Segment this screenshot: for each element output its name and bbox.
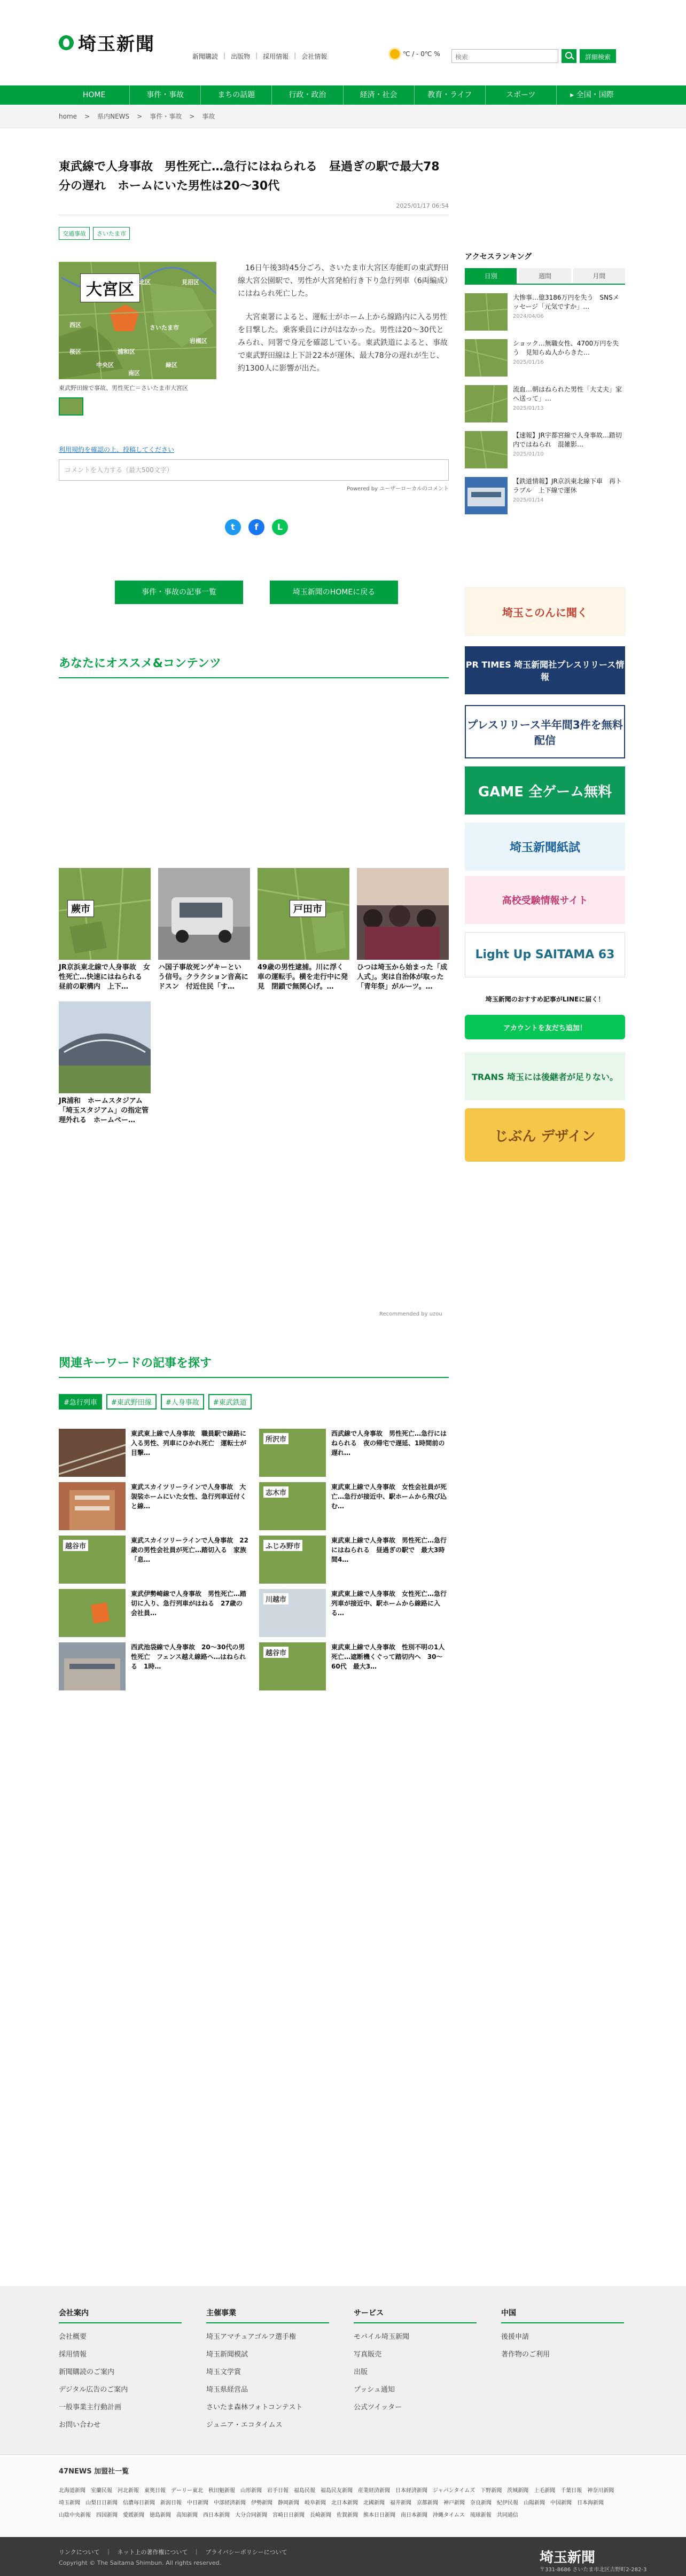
recommend-section [59, 654, 449, 678]
footer-47news-item[interactable]: 産業経済新聞 [358, 2488, 390, 2494]
keyword-map-label: 川越市 [263, 1593, 289, 1604]
keyword-article-image [259, 1536, 326, 1584]
footer-47news-item[interactable]: 秋田魁新報 [208, 2488, 235, 2494]
footer-47news-item[interactable]: 北海道新聞 [59, 2488, 85, 2494]
footer-47news-item[interactable]: 信濃毎日新聞 [123, 2500, 155, 2506]
facebook-icon[interactable]: f [248, 519, 264, 535]
footer-link[interactable]: プッシュ通知 [354, 2386, 395, 2394]
map-place: 中央区 [96, 362, 114, 369]
nav-education[interactable]: 教育・ライフ [415, 85, 486, 105]
line-icon[interactable]: L [272, 519, 288, 535]
keyword-article-title: 西武線で人身事故 男性死亡…急行にはねられる 夜の帰宅で遅延、1時間前の遅れ… [331, 1430, 447, 1457]
footer-link[interactable]: 採用情報 [59, 2351, 87, 2359]
keyword-article-title: 東武伊勢崎線で人身事故 男性死亡…踏切に入り、急行列車がはねる 27歳の会社員… [131, 1590, 247, 1617]
footer-link[interactable]: 出版 [354, 2368, 368, 2376]
footer-link[interactable]: 新聞購読のご案内 [59, 2368, 115, 2376]
footer-47news-item[interactable]: 紀伊民報 [497, 2500, 518, 2506]
ranking-title-text: 【速報】JR宇都宮線で人身事故…踏切内ではねられ 混雑影… [513, 432, 622, 448]
recommend-card[interactable] [357, 868, 449, 992]
car-photo [158, 868, 250, 960]
footer-47news-item[interactable]: 高知新聞 [176, 2512, 198, 2518]
footer-link[interactable]: 公式ツイッター [354, 2403, 402, 2411]
comment-input[interactable]: コメントを入力する（最大500文字） [59, 459, 449, 481]
article-body [238, 262, 449, 386]
breadcrumb-sep: > [84, 113, 90, 120]
map-place: 南区 [128, 370, 140, 377]
keyword-article[interactable] [259, 1536, 449, 1584]
nav-home[interactable]: HOME [59, 85, 130, 105]
card-caption: ひつは埼玉から始まった「成人式」。実は自治体が取った「青年祭」がルーツ。… [357, 964, 448, 991]
breadcrumb-home[interactable]: home [59, 113, 77, 120]
keyword-article-title: 東武東上線で人身事故 職員駅で線路に入る男性、列車にひかれ死亡 運転士が目撃… [131, 1430, 247, 1457]
footer-47news-item[interactable]: 山梨日日新聞 [85, 2500, 118, 2506]
footer-47news-item[interactable]: 山陰中央新報 [59, 2512, 91, 2518]
map-place: さいたま市 [150, 324, 179, 331]
footer-47news-item[interactable]: 下野新聞 [480, 2488, 502, 2494]
footer-47news-item[interactable]: デーリー東北 [171, 2488, 203, 2494]
footer-47news-item[interactable]: 福島民友新聞 [321, 2488, 353, 2494]
keyword-article-title: 東武東上線で人身事故 男性死亡…急行にはねられる 昼過ぎの駅で 最大3時間4… [331, 1537, 447, 1563]
footer-47news-item[interactable]: 長崎新聞 [310, 2512, 331, 2518]
weather-temp: ℃ / - 0℃ % [403, 50, 440, 58]
footer-47news-item[interactable]: 山形新聞 [240, 2488, 262, 2494]
footer-legal-links[interactable]: リンクについて ｜ ネット上の著作権について ｜ プライバシーポリシーについて [59, 2549, 287, 2556]
logo-mark-icon [59, 35, 74, 50]
stadium-photo [59, 1001, 151, 1093]
banner-press-release[interactable]: プレスリリース半年間3件を無料配信 [465, 705, 625, 758]
recommend-title: あなたにオススメ&コンテンツ [59, 654, 449, 678]
footer-link[interactable]: モバイル埼玉新聞 [354, 2333, 410, 2341]
keyword-article-image [59, 1482, 126, 1530]
footer-47news-item[interactable]: 中部経済新聞 [214, 2500, 246, 2506]
keyword-article-title: 東武東上線で人身事故 女性会社員が死亡…急行が接近中、駅ホームから飛び込む… [331, 1483, 447, 1510]
footer-47news-item[interactable]: 岩手日報 [267, 2488, 289, 2494]
keyword-article-title: 東武スカイツリーラインで人身事故 22歳の男性会社員が死亡…踏切入る 家族「息… [131, 1537, 248, 1563]
keyword-article-image [259, 1482, 326, 1530]
keyword-map-label: 越谷市 [263, 1647, 289, 1658]
keyword-tag[interactable]: #急行列車 [59, 1394, 102, 1410]
footer-47news-item[interactable]: 河北新報 [118, 2488, 139, 2494]
keyword-article[interactable] [59, 1536, 248, 1584]
tab-monthly[interactable]: 月間 [573, 268, 625, 284]
footer-link[interactable]: 著作物のご利用 [501, 2351, 550, 2359]
ranking-date: 2024/04/06 [513, 314, 544, 319]
footer-link[interactable]: 会社概要 [59, 2333, 87, 2341]
keyword-article-image [59, 1642, 126, 1690]
search-button[interactable] [562, 49, 576, 63]
ranking-title-text: 流血…朝はねられた男性「大丈夫」家へ送って」… [513, 386, 622, 402]
line-add-friend-button[interactable]: アカウントを友だち追加！ [465, 1015, 625, 1039]
card-caption: JR京浜東北線で人身事故 女性死亡…快速にはねられる 昼前の駅構内 上下… [59, 964, 150, 991]
keyword-article-image [259, 1589, 326, 1637]
keyword-tags [59, 1394, 252, 1410]
top-link-company[interactable]: 会社情報 [301, 53, 328, 60]
tag-traffic-accident[interactable]: 交通事故 [59, 227, 90, 240]
map-place: 浦和区 [118, 348, 135, 355]
recommend-card[interactable] [258, 868, 349, 992]
keyword-tag[interactable]: #東武野田線 [106, 1394, 157, 1410]
footer-47news-item[interactable]: 室蘭民報 [91, 2488, 112, 2494]
ranking-image [465, 385, 508, 422]
footer-47news-item[interactable]: 中日新聞 [187, 2500, 208, 2506]
footer-col-title: 主催事業 [206, 2307, 329, 2323]
top-link-publications[interactable]: 出版物 [231, 53, 251, 60]
nav-national[interactable] [557, 85, 627, 105]
top-link-recruit[interactable]: 採用情報 [263, 53, 289, 60]
banner-game[interactable]: GAME 全ゲーム無料 [465, 766, 625, 815]
footer-47news-item[interactable]: 佐賀新聞 [337, 2512, 358, 2518]
footer-link[interactable]: さいたま森林フォトコンテスト [206, 2403, 303, 2411]
article-map-image[interactable] [59, 262, 216, 379]
footer-47news-item[interactable]: 伊勢新聞 [251, 2500, 272, 2506]
rank-map [465, 339, 508, 377]
card-caption: ハ国子事故死ンゲキーとい う信号。クラクション音高にドスン 付近住民「す… [158, 964, 248, 991]
keyword-tag[interactable]: #東武鉄道 [208, 1394, 252, 1410]
breadcrumb [0, 105, 686, 128]
ranking-item[interactable] [465, 339, 625, 377]
sun-icon [390, 49, 400, 59]
keyword-article-image [259, 1642, 326, 1690]
footer-47news-item[interactable]: 徳島新聞 [150, 2512, 171, 2518]
article-paragraph: 16日午後3時45分ごろ、さいたま市大宮区寿能町の東武野田線大宮公園駅で、男性が大宮発柏行き下り急行列車（6両編成）にはねられ死亡した。 [238, 264, 449, 298]
footer-47news-item[interactable]: 大分合同新聞 [235, 2512, 267, 2518]
tab-weekly[interactable]: 週間 [519, 268, 571, 284]
building-photo [59, 1482, 126, 1530]
station-photo [59, 1642, 126, 1690]
banner-prtimes[interactable]: PR TIMES 埼玉新聞社プレスリリース情報 [465, 646, 625, 694]
ranking-title-text: 大惨事…億3186万円を失う SNSメッセージ「元気ですか」… [513, 294, 619, 310]
footer-link[interactable]: 埼玉文学賞 [206, 2368, 241, 2376]
keyword-section [59, 1354, 449, 1378]
article-paragraph: 大宮東署によると、運転士がホーム上から線路内に入る男性を目撃した。乗客乗員にけがはなかった。男性は20～30代とみられ、同署で身元を確認している。東武鉄道によると、事故で東武野田線は上下計22本が運休、最大78分の遅れが生じ、約1300人に影響が出た。 [238, 313, 448, 373]
image-caption: 東武野田線で事故、男性死亡＝さいたま市大宮区 [59, 385, 188, 392]
footer-menu [0, 2286, 686, 2454]
ranking-date: 2025/01/10 [513, 451, 544, 457]
footer-link[interactable]: お問い合わせ [59, 2421, 101, 2429]
article-date: 2025/01/17 06:54 [59, 202, 449, 215]
article-main [59, 158, 449, 1670]
keyword-article[interactable] [259, 1429, 449, 1477]
keyword-article[interactable] [59, 1642, 248, 1690]
footer-47news-list [59, 2486, 627, 2518]
footer-47news-item[interactable]: 東奥日報 [144, 2488, 166, 2494]
map-thumb [59, 1589, 126, 1637]
keyword-article[interactable] [259, 1589, 449, 1637]
recommend-card[interactable] [59, 1001, 151, 1125]
map-place: 見沼区 [182, 279, 199, 286]
article-title: 東武線で人身事故 男性死亡…急行にはねられる 昼過ぎの駅で最大78分の遅れ ホームにいた男性は20～30代 [59, 160, 440, 193]
footer-address: 〒331-8686 さいたま市北区吉野町2-282-3 [540, 2567, 647, 2573]
card-image [59, 868, 151, 960]
keyword-title: 関連キーワードの記事を探す [59, 1354, 449, 1378]
ranking-image [465, 339, 508, 377]
tag-saitama-city[interactable]: さいたま市 [93, 227, 130, 240]
ranking-item[interactable] [465, 293, 625, 331]
breadcrumb-incidents[interactable]: 事件・事故 [150, 113, 182, 120]
breadcrumb-local[interactable]: 県内NEWS [97, 113, 130, 120]
ranking-image [465, 477, 508, 514]
keyword-article[interactable] [59, 1429, 248, 1477]
banner-lightup[interactable]: Light Up SAITAMA 63 [465, 932, 625, 977]
footer-47news-item[interactable]: 南日本新聞 [401, 2512, 427, 2518]
footer-47news-item[interactable]: 福井新聞 [390, 2500, 411, 2506]
recommend-card[interactable] [158, 868, 250, 992]
footer-47news-item[interactable]: 奈良新聞 [470, 2500, 492, 2506]
ranking-title: アクセスランキング [465, 253, 532, 261]
ranking-title-text: 【鉄道情報】JR京浜東北線下車 再トラブル 上下線で運休 [513, 477, 622, 494]
footer-copyright: Copyright © The Saitama Shimbun. All rights reserved. [59, 2559, 222, 2566]
ranking-item[interactable] [465, 385, 625, 422]
image-thumbnail[interactable] [59, 397, 83, 416]
footer-link[interactable]: ジュニア・エコタイムス [206, 2421, 283, 2429]
rail-photo [59, 1429, 126, 1477]
footer-47news-item[interactable]: 神戸新聞 [443, 2500, 465, 2506]
incidents-list-button[interactable]: 事件・事故の記事一覧 [115, 581, 243, 604]
map-place: 桜区 [69, 348, 81, 355]
keyword-map-label: 所沢市 [263, 1433, 289, 1444]
banner-highschool[interactable]: 高校受験情報サイト [465, 876, 625, 924]
nav-sports[interactable]: スポーツ [486, 85, 557, 105]
keyword-article-image [59, 1536, 126, 1584]
ranking-image [465, 293, 508, 331]
card-map-label: 蕨市 [67, 900, 94, 917]
footer-47news-item[interactable]: 中国新聞 [550, 2500, 572, 2506]
footer-47news-item[interactable]: 京都新聞 [417, 2500, 438, 2506]
keyword-article-title: 西武池袋線で人身事故 20～30代の男性死亡 フェンス越え線路へ…はねられる 1時… [131, 1643, 246, 1670]
ranking-image [465, 431, 508, 468]
banner-trans[interactable]: TRANS 埼玉には後継者が足りない。 [465, 1052, 625, 1100]
site-header [0, 0, 686, 85]
recommend-powered: Recommended by uzou [379, 1311, 442, 1317]
footer-link[interactable]: 一般事業主行動計画 [59, 2403, 122, 2411]
nav-incidents[interactable]: 事件・事故 [130, 85, 201, 105]
map-place: 北区 [139, 279, 151, 286]
rank-map [465, 385, 508, 422]
weather-widget [390, 49, 440, 59]
footer-bar [0, 2537, 686, 2576]
footer-47news-item[interactable]: 岐阜新聞 [305, 2500, 326, 2506]
share-buttons [225, 519, 288, 535]
keyword-article[interactable] [259, 1482, 449, 1530]
card-image [158, 868, 250, 960]
nav-politics[interactable]: 行政・政治 [272, 85, 343, 105]
keyword-article[interactable] [59, 1589, 248, 1637]
breadcrumb-sep: > [137, 113, 143, 120]
ranking-item[interactable] [465, 431, 625, 468]
footer-47news-item[interactable]: 熊本日日新聞 [363, 2512, 395, 2518]
back-home-button[interactable]: 埼玉新聞のHOMEに戻る [270, 581, 398, 604]
footer-47news-item[interactable]: 静岡新聞 [278, 2500, 299, 2506]
keyword-tag[interactable]: #人身事故 [161, 1394, 204, 1410]
nav-national-label: 全国・国際 [576, 91, 614, 99]
footer-47news-item[interactable]: 日本海新聞 [577, 2500, 604, 2506]
footer-link[interactable]: デジタル広告のご案内 [59, 2386, 128, 2394]
footer-link[interactable]: 埼玉アマチュアゴルフ選手権 [206, 2333, 296, 2341]
footer-47news-item[interactable]: 日本経済新聞 [395, 2488, 427, 2494]
footer-col-events [206, 2307, 329, 2437]
footer-47news-item[interactable]: 西日本新聞 [203, 2512, 230, 2518]
footer-47news-item[interactable]: 沖縄タイムス [433, 2512, 465, 2518]
twitter-icon[interactable]: t [225, 519, 241, 535]
banner-jibun-design[interactable]: じぶん デザイン [465, 1108, 625, 1162]
footer-47news-item[interactable]: 神奈川新聞 [587, 2488, 614, 2494]
ranking-item[interactable] [465, 477, 625, 514]
footer-47news-item[interactable]: ジャパンタイムズ [433, 2488, 475, 2494]
article-figure [59, 262, 216, 416]
sidebar [465, 251, 625, 1145]
footer-47news-title: 47NEWS 加盟社一覧 [59, 2468, 129, 2476]
card-image [258, 868, 349, 960]
search-area [451, 49, 616, 63]
ranking-date: 2025/01/13 [513, 405, 544, 411]
banner-konon[interactable]: 埼玉このんに聞く [465, 588, 625, 636]
footer-47news-item[interactable]: 琉球新報 [470, 2512, 492, 2518]
footer-47news-item[interactable]: 上毛新聞 [534, 2488, 556, 2494]
footer-47news-item[interactable]: 四国新聞 [96, 2512, 118, 2518]
footer-47news-item[interactable]: 共同通信 [496, 2512, 518, 2518]
ranking-title-text: ショック…無職女性、4700万円を失う 見知らぬ人からきた… [513, 340, 619, 356]
breadcrumb-accident: 事故 [202, 113, 215, 120]
keyword-article-title: 東武スカイツリーラインで人身事故 大袈裟ホームにいた女性、急行列車近付くと線… [131, 1483, 247, 1510]
footer-47news-item[interactable]: 北國新聞 [363, 2500, 385, 2506]
footer-link[interactable]: 写真販売 [354, 2351, 382, 2359]
rank-map [465, 293, 508, 331]
top-links: 新聞購読 | 出版物 | 採用情報 | 会社情報 [192, 52, 328, 60]
footer-47news-item[interactable]: 宮崎日日新聞 [272, 2512, 305, 2518]
footer-47news-item[interactable]: 新潟日報 [160, 2500, 182, 2506]
keyword-article-image [59, 1589, 126, 1637]
tab-daily[interactable]: 日別 [465, 268, 517, 284]
footer-47news [0, 2454, 686, 2537]
site-logo[interactable] [59, 29, 155, 56]
advanced-search-button[interactable]: 詳細検索 [580, 49, 616, 63]
keyword-article-title: 東武東上線で人身事故 女性死亡…急行列車が接近中、駅ホームから線路に入る… [331, 1590, 447, 1617]
map-place: 緑区 [166, 362, 177, 369]
ranking-date: 2025/01/14 [513, 497, 544, 503]
keyword-article-image [259, 1429, 326, 1477]
footer-link[interactable]: 後援申請 [501, 2333, 529, 2341]
footer-col-services [354, 2307, 477, 2419]
footer-47news-item[interactable]: 福島民報 [294, 2488, 315, 2494]
card-image [357, 868, 449, 960]
nav-town[interactable]: まちの話題 [201, 85, 272, 105]
crowd-photo [357, 868, 449, 960]
keyword-map-label: 志木市 [263, 1486, 289, 1498]
article-tags [59, 227, 449, 240]
footer-47news-item[interactable]: 愛媛新聞 [123, 2512, 144, 2518]
ranking-date: 2025/01/16 [513, 359, 544, 365]
keyword-article-image [59, 1429, 126, 1477]
keyword-article-title: 東武東上線で人身事故 性別不明の1人死亡…遮断機くぐって踏切内へ 30～60代 最大3… [331, 1643, 445, 1670]
top-link-subscribe[interactable]: 新聞購読 [192, 53, 219, 60]
banner-line-text: 埼玉新聞のおすすめ記事がLINEに届く！ [465, 985, 625, 1012]
footer-logo[interactable]: 埼玉新聞 [540, 2550, 596, 2566]
ranking-tabs [465, 268, 625, 285]
banner-mock-exam[interactable]: 埼玉新聞紙試 [465, 823, 625, 871]
train-photo [465, 477, 508, 514]
keyword-article[interactable] [259, 1642, 449, 1690]
footer-col-company [59, 2307, 182, 2437]
footer-link[interactable]: 埼玉新聞模試 [206, 2351, 248, 2359]
chevron-right-icon: ▸ [570, 91, 576, 99]
keyword-map-label: 越谷市 [63, 1540, 88, 1551]
card-map-label: 戸田市 [290, 900, 326, 917]
article-nav-buttons [115, 581, 398, 604]
card-caption: JR浦和 ホームスタジアム「埼玉スタジアム」の指定管理外れる ホームペー… [59, 1097, 149, 1124]
comment-powered: Powered by ユーザーローカルのコメント [347, 486, 449, 492]
card-image [59, 1001, 151, 1093]
footer-47news-item[interactable]: 北日本新聞 [331, 2500, 358, 2506]
nav-economy[interactable]: 経済・社会 [344, 85, 415, 105]
site-footer [0, 2286, 686, 2576]
global-nav [0, 85, 686, 105]
footer-47news-item[interactable]: 山陽新聞 [524, 2500, 545, 2506]
keyword-map-label: ふじみ野市 [263, 1540, 302, 1551]
breadcrumb-sep: > [189, 113, 195, 120]
comment-area [59, 445, 449, 492]
keyword-article[interactable] [59, 1482, 248, 1530]
footer-col-title: サービス [354, 2307, 477, 2323]
footer-47news-item[interactable]: 千葉日報 [560, 2488, 582, 2494]
search-input[interactable]: 検索 [451, 49, 558, 63]
footer-47news-item[interactable]: 茨城新聞 [507, 2488, 529, 2494]
map-place: 岩槻区 [190, 338, 207, 344]
footer-col-title: 中国 [501, 2307, 624, 2323]
footer-col-title: 会社案内 [59, 2307, 182, 2323]
card-caption: 49歳の男性逮捕。川に浮く車の運転手。横を走行中に発見 閉鎖で無関心げ。… [258, 964, 348, 991]
footer-47news-item[interactable]: 埼玉新聞 [59, 2500, 80, 2506]
map-place: 西区 [69, 322, 81, 328]
footer-link[interactable]: 埼玉県経営品 [206, 2386, 248, 2394]
logo-text: 埼玉新聞 [78, 34, 155, 55]
rank-map [465, 431, 508, 468]
recommend-card[interactable] [59, 868, 151, 992]
map-main-label: 大宮区 [80, 273, 140, 302]
footer-col-apply [501, 2307, 624, 2366]
comment-terms-link[interactable]: 利用規約を確認の上、投稿してください [59, 446, 175, 453]
